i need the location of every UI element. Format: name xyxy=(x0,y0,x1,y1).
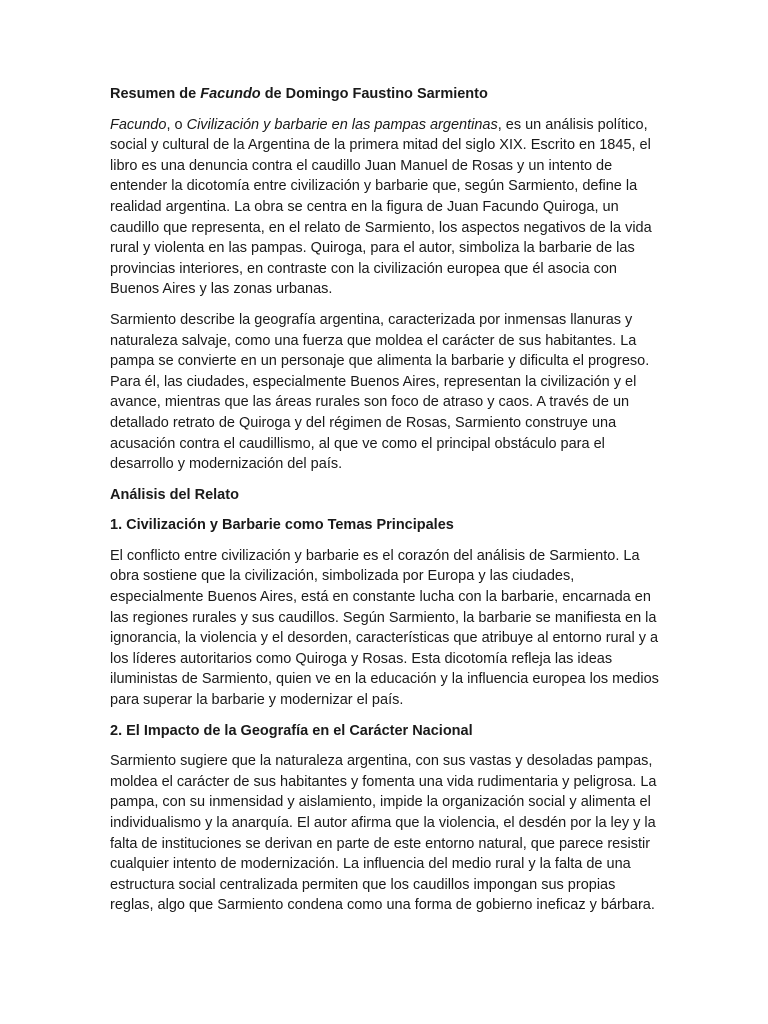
intro-italic-2: Civilización y barbarie en las pampas argentinas xyxy=(186,116,498,133)
title-prefix: Resumen de xyxy=(110,86,201,102)
section-heading: Análisis del Relato xyxy=(110,486,239,503)
intro-sep: , o xyxy=(166,116,187,133)
title-italic: Facundo xyxy=(200,86,261,102)
intro-paragraph xyxy=(110,115,662,300)
subsection-1-heading: 1. Civilización y Barbarie como Temas Principales xyxy=(110,517,454,534)
subsection-2-body: Sarmiento sugiere que la naturaleza argentina, con sus vastas y desoladas pampas, moldea el carácter de sus habitantes y fomenta una vida rudimentaria y peligrosa. La pampa, con su inmensidad y aislamiento, impide la organización social y alimenta el individualismo y la anarquía. El autor afirma que la violencia, el desdén por la ley y la falta de instituciones se derivan en parte de este entorno natural, que parece resistir cualquier intento de modernización. La influencia del medio rural y la falta de una estructura social centralizada permiten que los caudillos impongan sus propias reglas, algo que Sarmiento condena como una forma de gobierno ineficaz y bárbara. xyxy=(110,753,657,914)
intro-rest: , es un análisis político, social y cultural de la Argentina de la primera mitad del siglo XIX. Escrito en 1845, el libro es una denuncia contra el caudillo Juan Manuel de Rosas y un intento de entender la dicotomía entre civilización y barbarie que, según Sarmiento, define la realidad argentina. La obra se centra en la figura de Juan Facundo Quiroga, un caudillo que representa, en el relato de Sarmiento, los aspectos negativos de la vida rural y violenta en las pampas. Quiroga, para el autor, simboliza la barbarie de las provincias interiores, en contraste con la civilización europea que él asocia con Buenos Aires y las zonas urbanas. xyxy=(110,116,652,298)
intro-italic-1: Facundo xyxy=(110,116,167,133)
title-suffix: de Domingo Faustino Sarmiento xyxy=(260,86,488,102)
document-title xyxy=(110,84,662,105)
subsection-1-body: El conflicto entre civilización y barbarie es el corazón del análisis de Sarmiento. La obra sostiene que la civilización, simbolizada por Europa y las ciudades, especialmente Buenos Aires, está en constante lucha con la barbarie, encarnada en las regiones rurales y sus caudillos. Según Sarmiento, la barbarie se manifiesta en la ignorancia, la violencia y el desorden, características que atribuye al entorno rural y a los líderes autoritarios como Quiroga y Rosas. Esta dicotomía refleja las ideas iluministas de Sarmiento, quien ve en la educación y la influencia europea los medios para superar la barbarie y modernizar el país. xyxy=(110,547,659,709)
document-page xyxy=(110,84,662,926)
subsection-2-heading: 2. El Impacto de la Geografía en el Carácter Nacional xyxy=(110,722,473,739)
paragraph-geography: Sarmiento describe la geografía argentina, caracterizada por inmensas llanuras y naturaleza salvaje, como una fuerza que moldea el carácter de sus habitantes. La pampa se convierte en un personaje que alimenta la barbarie y dificulta el progreso. Para él, las ciudades, especialmente Buenos Aires, representan la civilización y el avance, mientras que las áreas rurales son foco de atraso y caos. A través de un detallado retrato de Quiroga y del régimen de Rosas, Sarmiento construye una acusación contra el caudillismo, al que ve como el principal obstáculo para el desarrollo y modernización del país. xyxy=(110,311,650,473)
